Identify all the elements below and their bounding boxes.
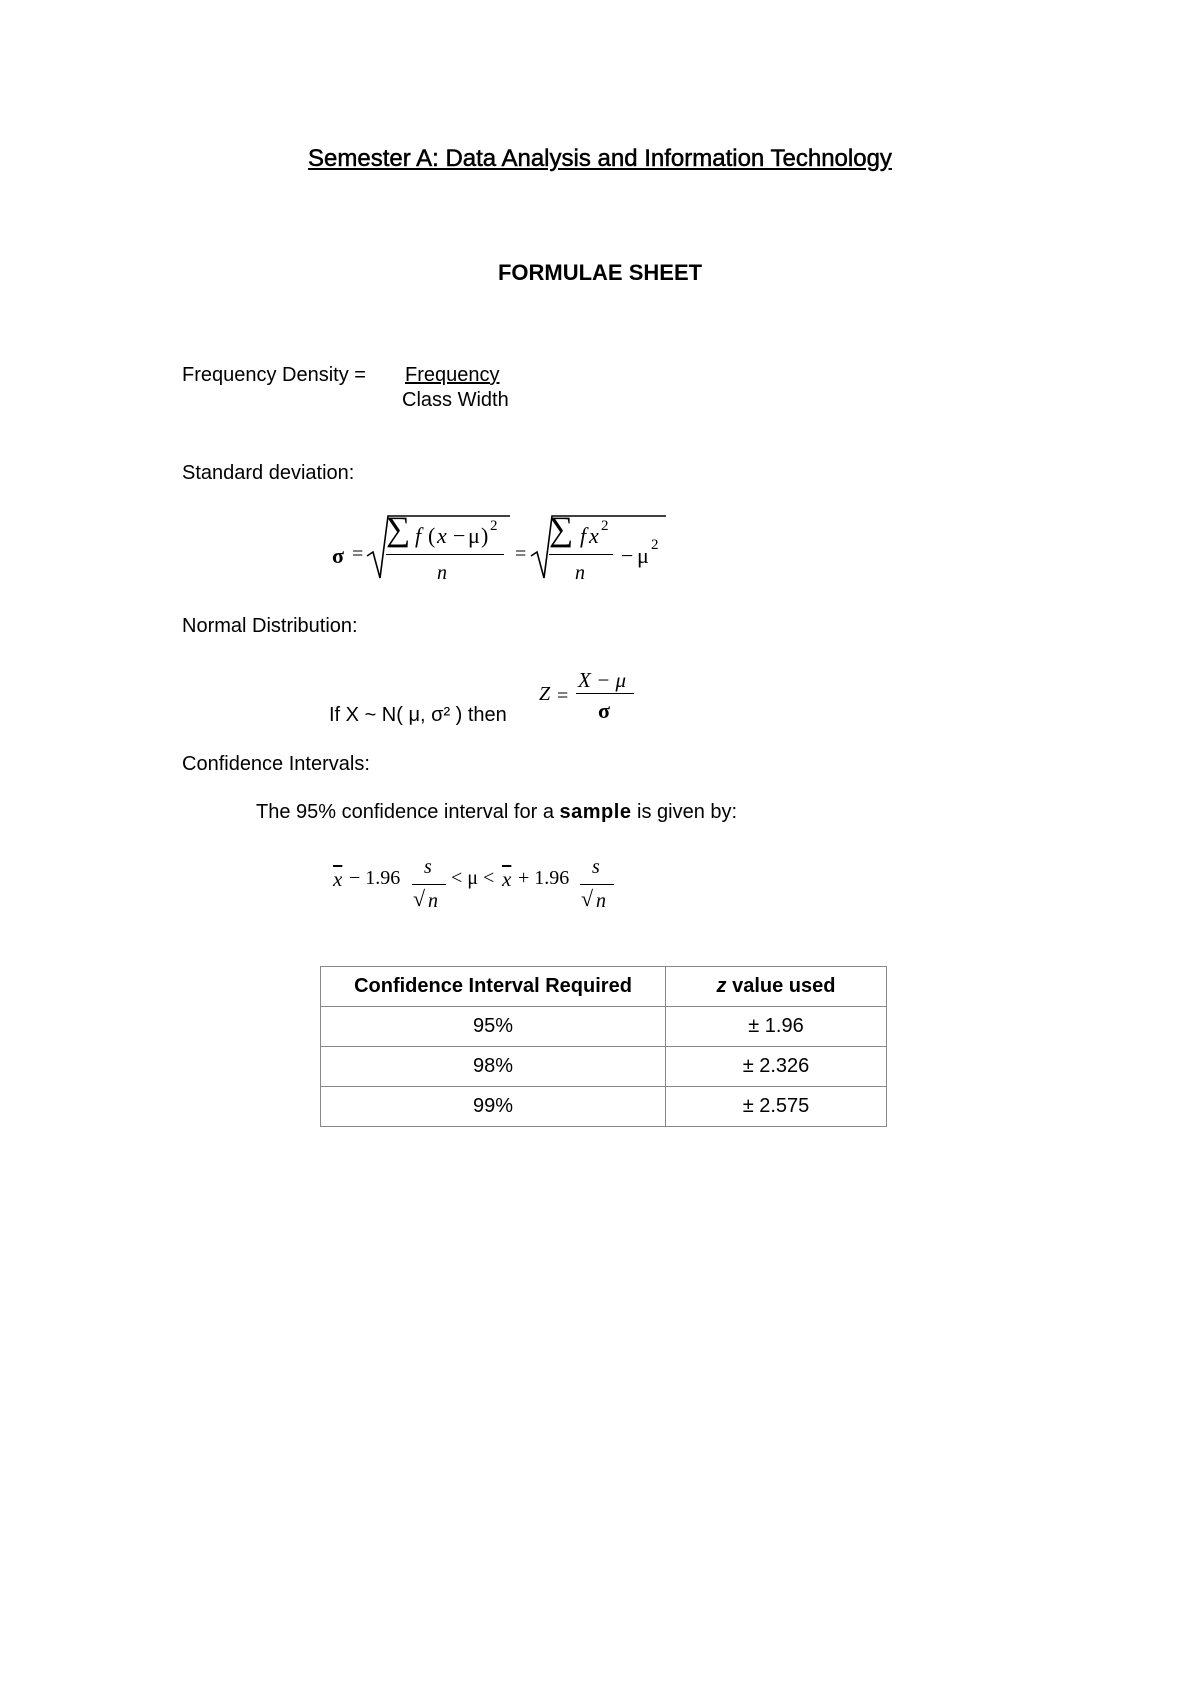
header-z-rest: value used <box>726 975 836 997</box>
sentence-text: is given by: <box>631 801 738 823</box>
fraction-bar <box>576 693 634 694</box>
table-row <box>321 1007 887 1047</box>
z-value-cell: ± 2.326 <box>666 1047 887 1087</box>
sigma-symbol: σ <box>598 698 610 723</box>
equals-sign: = <box>515 543 527 565</box>
summation-symbol: ∑ <box>386 511 411 548</box>
sentence-bold-word: sample <box>559 801 632 823</box>
confidence-level-cell: 95% <box>321 1007 666 1047</box>
confidence-z-table <box>320 966 887 1127</box>
confidence-intervals-label: Confidence Intervals: <box>182 753 370 775</box>
n-variable: n <box>428 890 438 912</box>
summation-symbol: ∑ <box>549 511 574 548</box>
sqrt-symbol: √ <box>413 886 426 911</box>
x-bar-symbol: $\overline{x}$ <box>333 867 343 891</box>
x-variable: x <box>437 523 447 548</box>
standard-deviation-label: Standard deviation: <box>182 462 355 484</box>
header-z-value <box>666 967 887 1007</box>
x-variable: x <box>589 523 599 548</box>
exponent-two: 2 <box>601 518 609 534</box>
page-subtitle: FORMULAE SHEET <box>497 260 703 285</box>
close-paren: ) <box>481 523 489 548</box>
normal-distribution-label: Normal Distribution: <box>182 615 358 637</box>
equals-sign: = <box>557 685 569 707</box>
n-variable: n <box>575 562 585 584</box>
normal-distribution-condition: If X ~ N( μ, σ² ) then <box>329 704 507 726</box>
minus-sign: − <box>621 543 634 568</box>
plus-196: + 1.96 <box>518 867 570 889</box>
open-paren: ( <box>428 523 436 548</box>
header-z-letter: z <box>716 975 727 997</box>
f-variable: f <box>580 523 587 548</box>
confidence-interval-sentence <box>256 801 737 824</box>
less-than-mu-less-than: < μ < <box>451 867 495 889</box>
exponent-two: 2 <box>651 537 659 553</box>
sentence-text: The 95% confidence interval for a <box>256 801 560 823</box>
sigma-symbol: σ <box>332 543 344 568</box>
mu-symbol: μ <box>468 523 480 548</box>
exponent-two: 2 <box>490 518 498 534</box>
s-variable: s <box>424 856 432 878</box>
f-variable: f <box>415 523 422 548</box>
z-value-cell: ± 2.575 <box>666 1087 887 1127</box>
s-variable: s <box>592 856 600 878</box>
minus-196: − 1.96 <box>349 867 401 889</box>
fraction-bar <box>386 554 504 555</box>
sqrt-symbol: √ <box>581 886 594 911</box>
z-value-cell: ± 1.96 <box>666 1007 887 1047</box>
page-title: Semester A: Data Analysis and Information Technology <box>308 145 892 172</box>
confidence-level-cell: 99% <box>321 1087 666 1127</box>
frequency-density-numerator: Frequency <box>405 364 500 386</box>
table-row <box>321 1087 887 1127</box>
n-variable: n <box>596 890 606 912</box>
fraction-bar <box>549 554 613 555</box>
header-confidence-interval: Confidence Interval Required <box>321 967 666 1007</box>
mu-symbol: μ <box>637 543 649 568</box>
confidence-level-cell: 98% <box>321 1047 666 1087</box>
x-bar-symbol: $\overline{x}$ <box>502 867 512 891</box>
frequency-density-label: Frequency Density = <box>182 364 366 386</box>
z-variable: Z <box>539 683 551 705</box>
minus-sign: − <box>453 523 466 548</box>
frequency-density-denominator: Class Width <box>402 389 509 411</box>
z-numerator: X − μ <box>578 668 627 692</box>
table-row <box>321 1047 887 1087</box>
table-header-row <box>321 967 887 1007</box>
equals-sign: = <box>352 543 364 565</box>
n-variable: n <box>437 562 447 584</box>
